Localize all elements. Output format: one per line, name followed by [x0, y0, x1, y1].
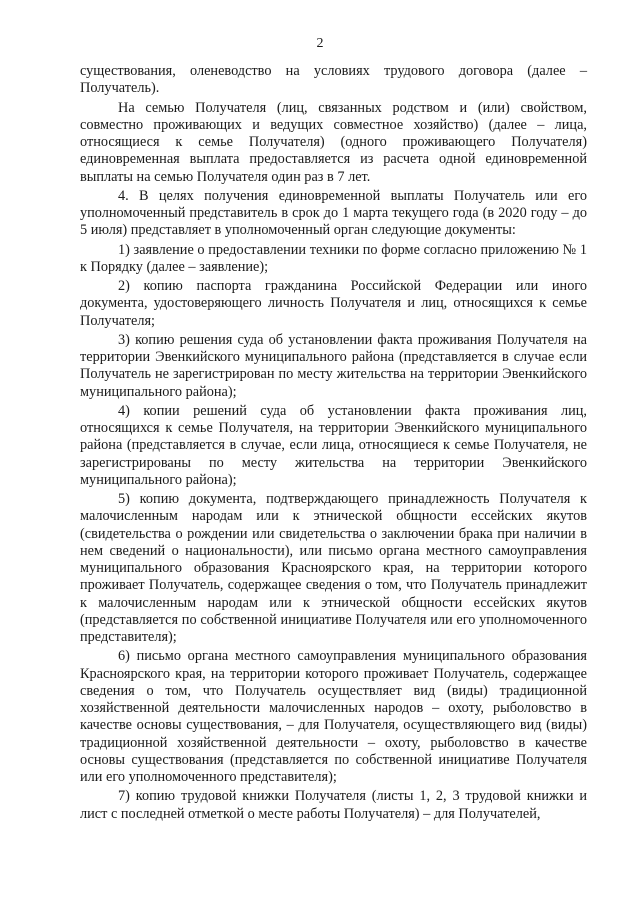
list-item-6-local-government-letter: 6) письмо органа местного самоуправления муниципального образования Красноярского края, на территории которого проживает Получатель, содержащее сведения о том, что Получатель осуществляет вид (виды) традиционной хозяйственной деятельности малочисленных народов – охоту, рыболовство в качестве основы существования, – для Получателя, осуществляющего вид (виды) традиционной хозяйственной деятельности – охоту, рыболовство в качестве основы существования (представляется по собственной инициативе Получателя или его уполномоченного представителя); — [80, 648, 587, 785]
list-item-7-employment-record: 7) копию трудовой книжки Получателя (листы 1, 2, 3 трудовой книжки и лист с последней отметкой о месте работы Получателя) – для Получателей, — [80, 788, 587, 822]
list-item-3-court-decision: 3) копию решения суда об установлении факта проживания Получателя на территории Эвенкийского муниципального района (представляется в случае если Получатель не зарегистрирован по месту жительства на территории Эвенкийского муниципального района); — [80, 331, 587, 400]
list-item-1-application: 1) заявление о предоставлении техники по форме согласно приложению № 1 к Порядку (далее – заявление); — [80, 241, 587, 275]
paragraph-continuation: существования, оленеводство на условиях трудового договора (далее – Получатель). — [80, 63, 587, 97]
list-item-4-court-decisions-family: 4) копии решений суда об установлении факта проживания лиц, относящихся к семье Получателя, на территории Эвенкийского муниципального района (представляется в случае, если лица, относящиеся к семье Получателя, не зарегистрированы по месту жительства на территории Эвенкийского муниципального района); — [80, 402, 587, 488]
list-item-2-passport: 2) копию паспорта гражданина Российской Федерации или иного документа, удостоверяющего личность Получателя и лиц, относящихся к семье Получателя; — [80, 278, 587, 329]
list-item-5-nationality-document: 5) копию документа, подтверждающего принадлежность Получателя к малочисленным народам или к этнической общности ессейских якутов (свидетельства о рождении или свидетельства о заключении брака при наличии в нем сведений о национальности), или письмо органа местного самоуправления муниципального образования Красноярского края, на территории которого проживает Получатель, содержащее сведения о том, что Получатель принадлежит к малочисленным народам или к этнической общности ессейских якутов (представляется по собственной инициативе Получателя или его уполномоченного представителя); — [80, 491, 587, 645]
page-number: 2 — [316, 36, 324, 51]
paragraph-item-4: 4. В целях получения единовременной выплаты Получатель или его уполномоченный представитель в срок до 1 марта текущего года (в 2020 году – до 5 июля) представляет в уполномоченный орган следующие документы: — [80, 187, 587, 239]
paragraph-family-payment: На семью Получателя (лиц, связанных родством и (или) свойством, совместно проживающих и ведущих совместное хозяйство) (далее – лица, относящиеся к семье Получателя) (одного проживающего Получателя) единовременная выплата предоставляется из расчета одной единовременной выплаты на семью Получателя один раз в 7 лет. — [80, 99, 587, 185]
document-body — [80, 63, 587, 825]
